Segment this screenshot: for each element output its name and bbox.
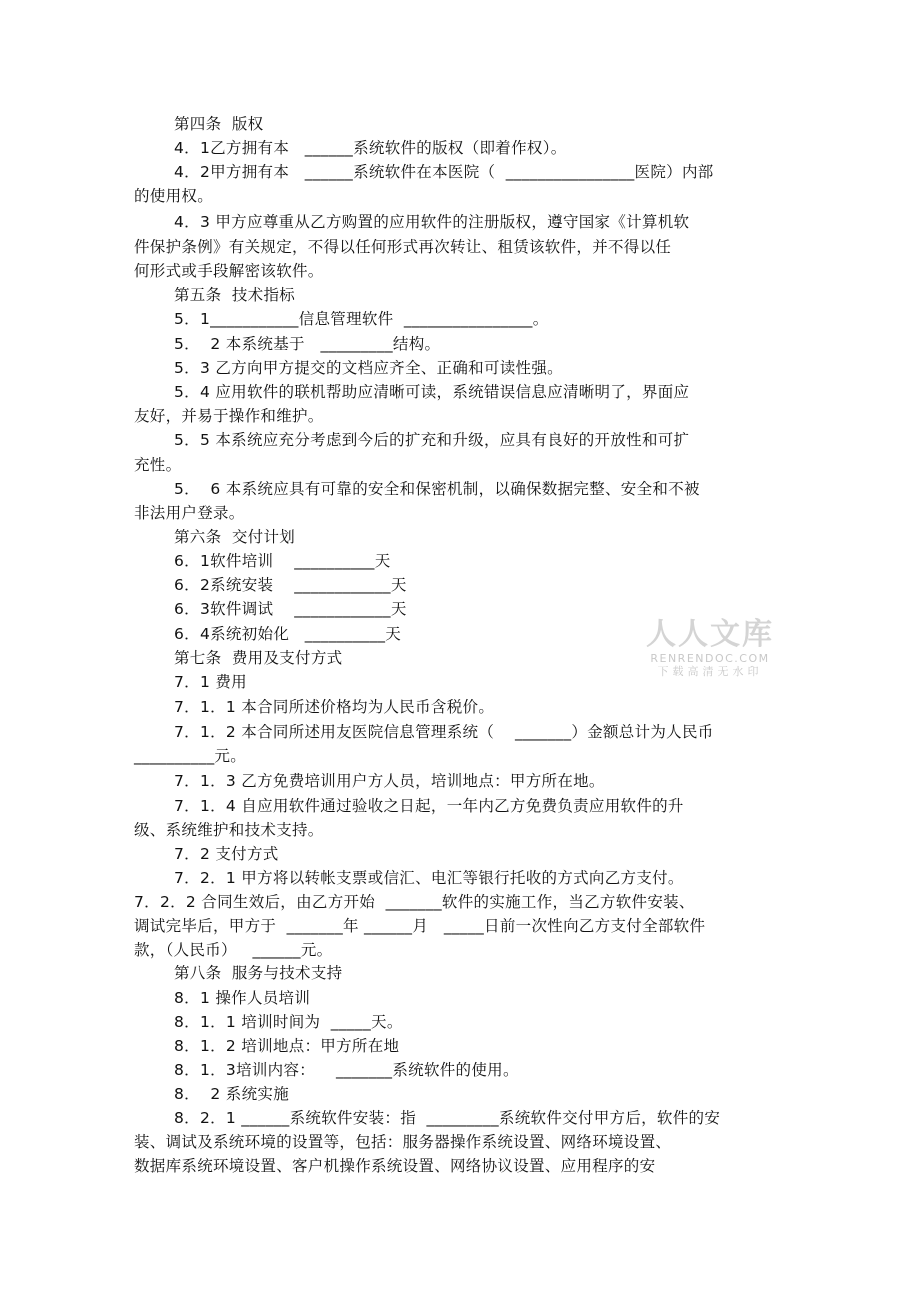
- text-line: 非法用户登录。: [134, 504, 245, 522]
- watermark-tagline: 下载高清无水印: [657, 665, 763, 678]
- text-line: 5．1___________信息管理软件 ________________。: [174, 310, 549, 328]
- text-line: 8．2．1 ______系统软件安装：指 _________系统软件交付甲方后，软件的安: [174, 1109, 721, 1127]
- text-line: 8．1 操作人员培训: [174, 989, 311, 1007]
- text-line: 4．2甲方拥有本 ______系统软件在本医院（ ________________医院）内部: [174, 163, 714, 181]
- text-line: 7．1．3 乙方免费培训用户方人员，培训地点：甲方所在地。: [174, 772, 605, 790]
- text-line: 款，（人民币） ______元。: [134, 941, 333, 959]
- text-line: 充性。: [134, 456, 182, 474]
- text-line: 6．2系统安装 ____________天: [174, 576, 407, 594]
- text-line: 级、系统维护和技术支持。: [134, 821, 324, 839]
- section-heading: 第八条 服务与技术支持: [174, 964, 343, 982]
- text-line: 8． 2 系统实施: [174, 1085, 290, 1103]
- text-line: 6．3软件调试 ____________天: [174, 600, 407, 618]
- text-line: 5． 6 本系统应具有可靠的安全和保密机制，以确保数据完整、安全和不被: [174, 480, 700, 498]
- section-heading: 第七条 费用及支付方式: [174, 649, 343, 667]
- text-line: 6．1软件培训 __________天: [174, 552, 391, 570]
- text-line: 第四条 版权: [174, 115, 264, 133]
- text-line: 何形式或手段解密该软件。: [134, 262, 324, 280]
- watermark-title: 人人文库: [646, 617, 774, 652]
- text-line: 7．1 费用: [174, 673, 247, 691]
- text-line: 7．2．1 甲方将以转帐支票或信汇、电汇等银行托收的方式向乙方支付。: [174, 869, 684, 887]
- text-line: 件保护条例》有关规定，不得以任何形式再次转让、租赁该软件，并不得以任: [134, 238, 672, 256]
- text-line: 5． 2 本系统基于 _________结构。: [174, 335, 441, 353]
- text-line: 7．1．1 本合同所述价格均为人民币含税价。: [174, 698, 495, 716]
- text-line: 装、调试及系统环境的设置等，包括：服务器操作系统设置、网络环境设置、: [134, 1133, 672, 1151]
- text-line: 5．3 乙方向甲方提交的文档应齐全、正确和可读性强。: [174, 359, 563, 377]
- text-line: 调试完毕后，甲方于 _______年 ______月 _____日前一次性向乙方支付全部软件: [134, 917, 706, 935]
- text-line: 7．2．2 合同生效后，由乙方开始 _______软件的实施工作，当乙方软件安装、: [134, 893, 695, 911]
- text-line: 8．1．1 培训时间为 _____天。: [174, 1013, 403, 1031]
- text-line: 5．4 应用软件的联机帮助应清晰可读，系统错误信息应清晰明了，界面应: [174, 383, 690, 401]
- text-line: 8．1．2 培训地点：甲方所在地: [174, 1037, 400, 1055]
- section-heading: 第五条 技术指标: [174, 286, 296, 304]
- text-line: 5．5 本系统应充分考虑到今后的扩充和升级，应具有良好的开放性和可扩: [174, 431, 690, 449]
- text-line: 数据库系统环境设置、客户机操作系统设置、网络协议设置、应用程序的安: [134, 1157, 656, 1175]
- watermark-url: RENRENDOC.COM: [650, 652, 770, 665]
- text-line: 8．1．3培训内容： _______系统软件的使用。: [174, 1061, 519, 1079]
- text-line: 7．1．2 本合同所述用友医院信息管理系统（ _______）金额总计为人民币: [174, 723, 714, 741]
- text-line: __________元。: [134, 747, 247, 765]
- text-line: 的使用权。: [134, 187, 214, 205]
- text-line: 6．4系统初始化 __________天: [174, 625, 402, 643]
- text-line: 友好，并易于操作和维护。: [134, 407, 324, 425]
- watermark: [640, 618, 780, 679]
- text-line: 7．2 支付方式: [174, 845, 279, 863]
- section-heading: 第六条 交付计划: [174, 528, 296, 546]
- text-line: 4．3 甲方应尊重从乙方购置的应用软件的注册版权，遵守国家《计算机软: [174, 213, 690, 231]
- text-line: 7．1．4 自应用软件通过验收之日起，一年内乙方免费负责应用软件的升: [174, 797, 684, 815]
- text-line: 4．1乙方拥有本 ______系统软件的版权（即着作权）。: [174, 139, 567, 157]
